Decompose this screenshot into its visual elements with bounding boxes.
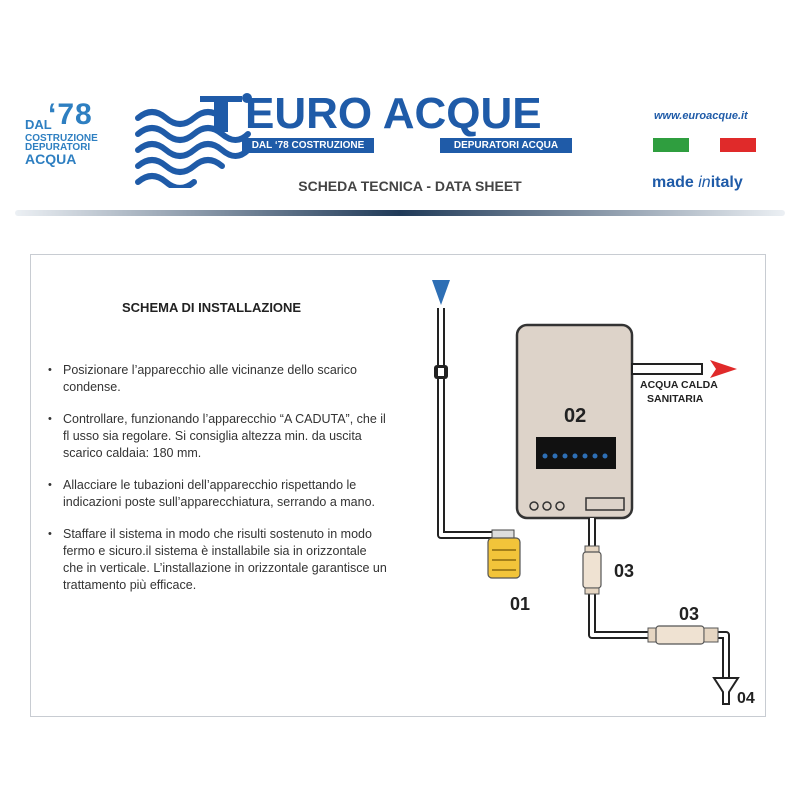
header-divider — [15, 210, 785, 216]
inlet-pipe-inner — [441, 308, 502, 542]
badge-dal: DAL — [25, 117, 52, 132]
made-word: made — [652, 174, 694, 191]
inlet-pipe — [441, 308, 502, 542]
drain-funnel-04-icon — [714, 678, 738, 704]
page-header — [0, 0, 800, 220]
website-link[interactable]: www.euroacque.it — [654, 110, 748, 122]
hot-water-outlet-pipe — [632, 364, 702, 374]
sheet-title: SCHEDA TECNICA - DATA SHEET — [298, 178, 522, 194]
treatment-unit-03-vertical — [583, 546, 601, 594]
brand-name: EURO ACQUE — [245, 89, 542, 138]
badge-line-3: ACQUA — [25, 151, 77, 167]
installation-instructions — [48, 362, 388, 609]
label-03-vertical: 03 — [614, 561, 635, 581]
installation-diagram — [400, 270, 780, 715]
badge-year: ‘78 — [48, 98, 93, 131]
brand-tagline-left: DAL ‘78 COSTRUZIONE — [242, 138, 374, 153]
badge-line-1: COSTRUZIONE — [25, 133, 98, 144]
in-word: in — [698, 174, 711, 191]
brand-tagline-right: DEPURATORI ACQUA — [440, 138, 572, 153]
flag-green-stripe — [653, 138, 689, 152]
instruction-item: • Allacciare le tubazioni dell’apparecchio rispettando le indicazioni poste sull’apparecchiatura, serrando a mano. — [48, 477, 388, 511]
drain-pipe-inner — [592, 518, 726, 678]
label-02: 02 — [564, 405, 587, 427]
made-in-italy-label — [652, 174, 743, 192]
badge-line-2: DEPURATORI — [25, 142, 91, 153]
instruction-item: • Staffare il sistema in modo che risulti sostenuto in modo fermo e sicuro.il sistema è installabile sia in orizzontale che in verticale. L’installazione in orizzontale garantisce un trattamento più efficace. — [48, 526, 388, 594]
hot-water-label-line-2: SANITARIA — [647, 393, 704, 405]
drain-pipe — [592, 518, 726, 678]
instruction-item: • Controllare, funzionando l’apparecchio “A CADUTA”, che il fl usso sia regolare. Si consiglia altezza min. da uscita scarico caldaia: 180 mm. — [48, 411, 388, 462]
flag-red-stripe — [720, 138, 756, 152]
hot-water-arrow-icon — [710, 360, 737, 378]
inlet-arrow-icon — [432, 280, 450, 305]
filter-unit-01 — [488, 530, 520, 578]
treatment-unit-03-horizontal — [648, 626, 718, 644]
hot-water-label-line-1: ACQUA CALDA — [640, 379, 718, 391]
italy-word: italy — [710, 174, 743, 191]
panel-title: SCHEMA DI INSTALLAZIONE — [122, 300, 302, 315]
label-04: 04 — [737, 690, 755, 707]
label-01: 01 — [510, 594, 531, 614]
label-03-horizontal: 03 — [679, 604, 700, 624]
instruction-item: • Posizionare l’apparecchio alle vicinanze dello scarico condense. — [48, 362, 388, 396]
